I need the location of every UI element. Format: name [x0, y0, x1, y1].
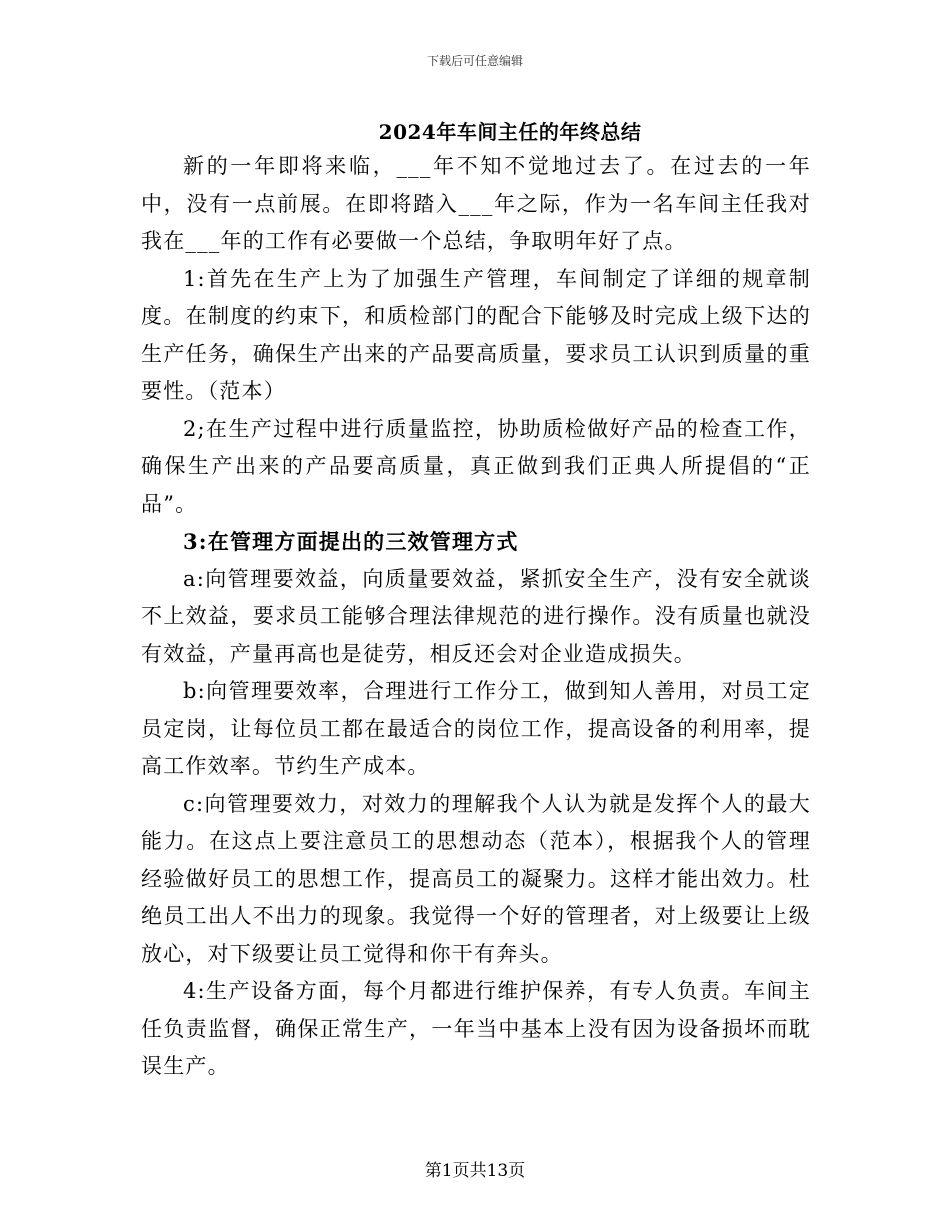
paragraph-item-2: 2;在生产过程中进行质量监控，协助质检做好产品的检查工作，确保生产出来的产品要高质量，真正做到我们正典人所提倡的“正品”。 — [141, 416, 811, 516]
paragraph-item-1: 1:首先在生产上为了加强生产管理，车间制定了详细的规章制度。在制度的约束下，和质检部门的配合下能够及时完成上级下达的生产任务，确保生产出来的产品要高质量，要求员工认识到质量的重要性。（范本） — [141, 266, 811, 403]
header-note: 下载后可任意编辑 — [426, 54, 523, 68]
document-title: 2024年车间主任的年终总结 — [378, 120, 642, 144]
section-heading-3: 3:在管理方面提出的三效管理方式 — [183, 529, 519, 554]
paragraph-intro: 新的一年即将来临，___年不知不觉地过去了。在过去的一年中，没有一点前展。在即将踏入___年之际，作为一名车间主任我对我在___年的工作有必要做一个总结，争取明年好了点。 — [141, 154, 811, 253]
paragraph-item-a: a:向管理要效益，向质量要效益，紧抓安全生产，没有安全就谈不上效益，要求员工能够合理法律规范的进行操作。没有质量也就没有效益，产量再高也是徒劳，相反还会对企业造成损失。 — [141, 566, 811, 666]
document-body — [141, 148, 811, 1086]
paragraph-item-b: b:向管理要效率，合理进行工作分工，做到知人善用，对员工定员定岗，让每位员工都在最适合的岗位工作，提高设备的利用率，提高工作效率。节约生产成本。 — [141, 679, 811, 778]
paragraph-item-c: c:向管理要效力，对效力的理解我个人认为就是发挥个人的最大能力。在这点上要注意员工的思想动态（范本），根据我个人的管理经验做好员工的思想工作，提高员工的凝聚力。这样才能出效力。杜绝员工出人不出力的现象。我觉得一个好的管理者，对上级要让上级放心，对下级要让员工觉得和你干有奔头。 — [141, 791, 811, 966]
page-number: 第1页共13页 — [424, 1161, 526, 1181]
paragraph-item-4: 4:生产设备方面，每个月都进行维护保养，有专人负责。车间主任负责监督，确保正常生产，一年当中基本上没有因为设备损坏而耽误生产。 — [141, 979, 811, 1078]
